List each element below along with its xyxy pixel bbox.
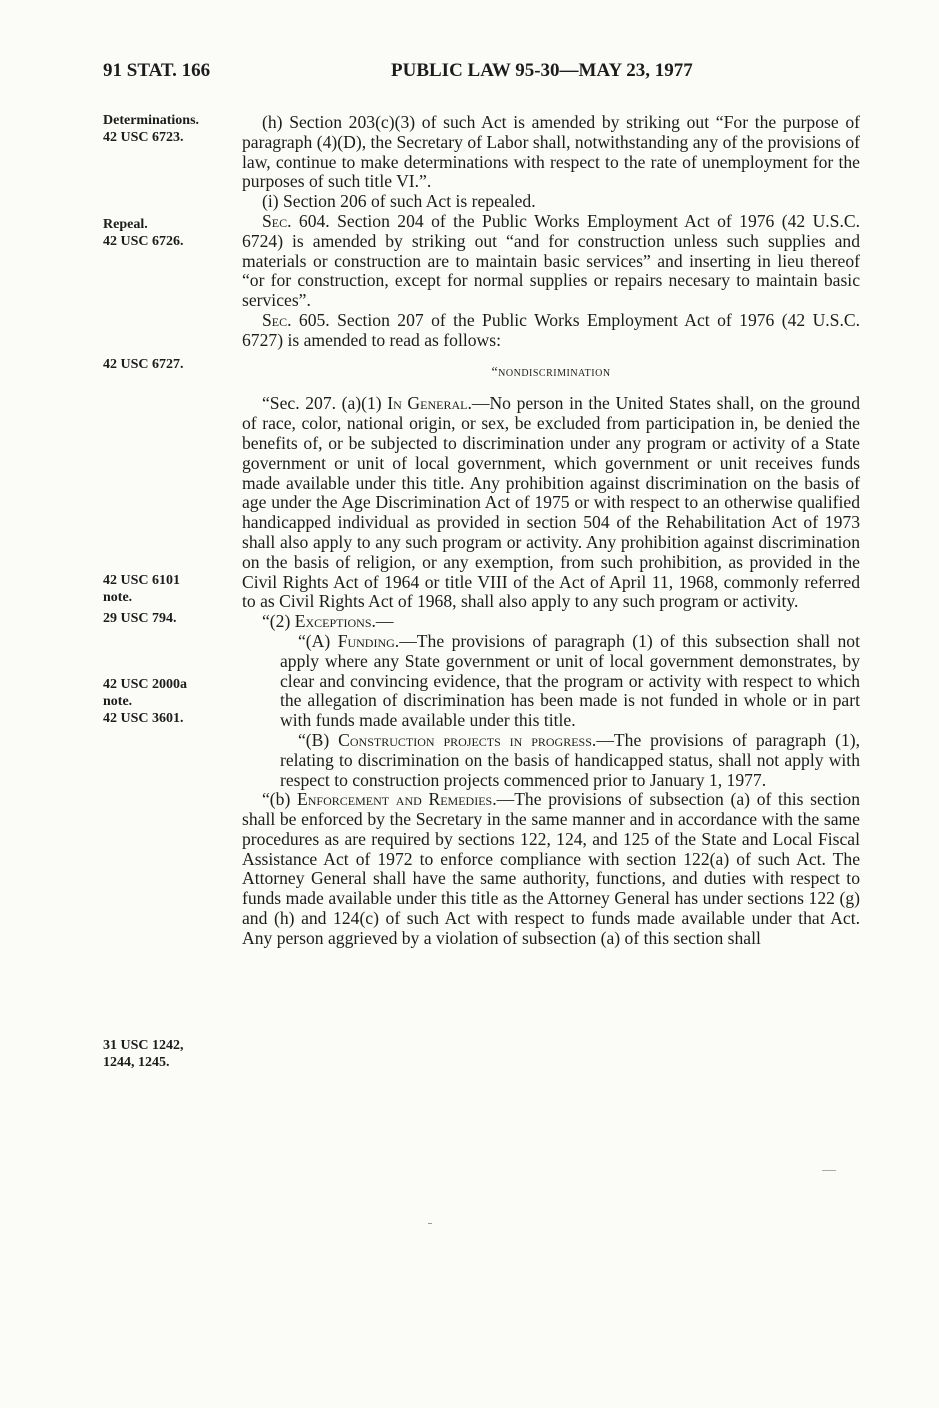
section-605: Sec. 605. Section 207 of the Public Works Employment Act of 1976 (42 U.S.C. 6727) is amended to read as follows: xyxy=(242,309,860,350)
section-207-a-2-A: “(A) Funding.—The provisions of paragraph (1) of this subsection shall not apply where any State government or unit of local government demonstrates, by clear and convincing evidence, that the program or activity with respect to which the allegation of discrimination has been made is not funded in whole or in part with funds made available under this title. xyxy=(280,630,860,731)
margin-note-6101: 42 USC 6101 note. 29 USC 794. xyxy=(103,573,181,626)
section-207-b: “(b) Enforcement and Remedies.—The provisions of subsection (a) of this section shall be enforced by the Secretary in the same manner and in accordance with the same procedures as are required by sections 122, 124, and 125 of the State and Local Fiscal Assistance Act of 1972 to enforce compliance with section 122(a) of such Act. The Attorney General shall have the same authority, functions, and duties with respect to funds made available under this title as the Attorney General has under sections 122 (g) and (h) and 124(c) of such Act with respect to funds made available under that Act. Any person aggrieved by a violation of subsection (a) of this section shall xyxy=(242,789,860,948)
page-number: 91 STAT. 166 xyxy=(103,60,211,81)
running-title: PUBLIC LAW 95-30—MAY 23, 1977 xyxy=(391,60,693,81)
section-207-a: “Sec. 207. (a)(1) In General.—No person in the United States shall, on the ground of race, color, national origin, or sex, be excluded from participation in, be denied the benefits of, or be subjected to discrimination under any program or activity of a State government or unit of local government, which government or unit receives funds made available under this title. Any prohibition against discrimination on the basis of age under the Age Discrimination Act of 1975 or with respect to an otherwise qualified handicapped individual as provided in section 504 of the Rehabilitation Act of 1973 shall also apply to any such program or activity. Any prohibition against discrimination on the basis of religion, or any exemption, from such prohibition, as provided in the Civil Rights Act of 1964 or title VIII of the Act of April 11, 1968, commonly referred to as Civil Rights Act of 1968, shall also apply to any such program or activity. xyxy=(242,393,860,612)
section-207-a-2: “(2) Exceptions.— xyxy=(262,611,394,632)
paragraph-i: (i) Section 206 of such Act is repealed. xyxy=(262,191,536,212)
print-mark xyxy=(822,1170,836,1171)
body-text xyxy=(242,113,860,949)
section-heading: “nondiscrimination xyxy=(491,364,611,380)
margin-note-determinations: Determinations. 42 USC 6723. xyxy=(103,113,200,145)
margin-note-1242: 31 USC 1242, 1244, 1245. xyxy=(103,1038,184,1070)
section-207-a-2-B: “(B) Construction projects in progress.—The provisions of paragraph (1), relating to discrimination on the basis of handicapped status, shall not apply with respect to construction projects commenced prior to January 1, 1977. xyxy=(280,729,860,790)
paragraph-h: (h) Section 203(c)(3) of such Act is amended by striking out “For the purpose of paragraph (4)(D), the Secretary of Labor shall, notwithstanding any of the provisions of law, continue to make determinations with respect to the rate of unemployment for the purposes of such title VI.”. xyxy=(242,112,860,192)
margin-note-2000a: 42 USC 2000a note. 42 USC 3601. xyxy=(103,677,188,726)
margin-note-6727: 42 USC 6727. xyxy=(103,357,184,372)
page-header xyxy=(103,60,861,90)
print-mark xyxy=(428,1223,432,1224)
section-604: Sec. 604. Section 204 of the Public Works Employment Act of 1976 (42 U.S.C. 6724) is amended by striking out “and for construction unless such supplies and materials or construction are to maintain basic services” and inserting in lieu thereof “or for construction, except for normal supplies or repairs necesary to maintain basic services”. xyxy=(242,210,860,311)
margin-note-repeal: Repeal. 42 USC 6726. xyxy=(103,217,184,249)
